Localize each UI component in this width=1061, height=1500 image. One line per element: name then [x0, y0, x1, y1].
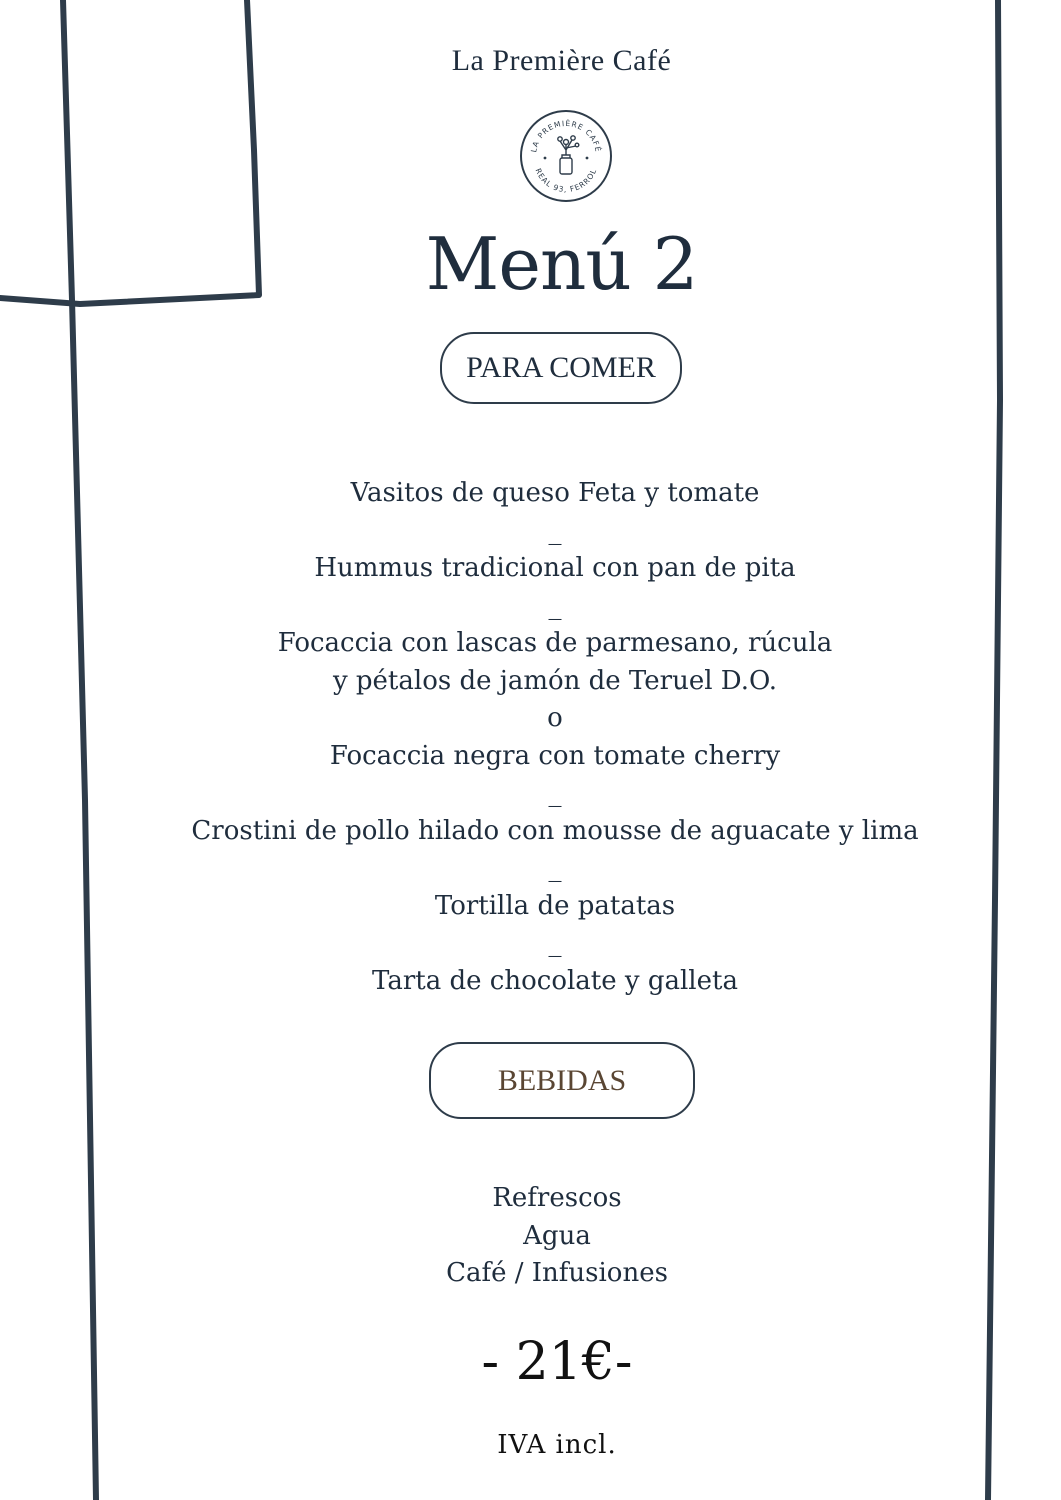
- list-item: Focaccia con lascas de parmesano, rúcula: [277, 628, 833, 658]
- list-item: Agua: [523, 1220, 591, 1251]
- list-item: Vasitos de queso Feta y tomate: [350, 478, 760, 508]
- flower-jar-icon: [558, 136, 579, 174]
- tax-note: IVA incl.: [497, 1430, 617, 1460]
- logo-text-top: LA PREMIÈRE CAFÉ: [529, 118, 603, 154]
- list-separator: _: [548, 853, 562, 883]
- list-item: Focaccia negra con tomate cherry: [329, 740, 781, 771]
- list-separator: _: [548, 590, 562, 621]
- drinks-list: [0, 1180, 1061, 1293]
- menu-price: - 21€-: [481, 1332, 633, 1392]
- list-conjunction: o: [547, 703, 563, 733]
- cafe-logo-seal: [518, 108, 614, 204]
- cafe-name: La Première Café: [451, 44, 672, 77]
- list-separator: _: [548, 928, 562, 958]
- list-item: Crostini de pollo hilado con mousse de aguacate y lima: [191, 815, 919, 846]
- list-item: Tortilla de patatas: [434, 890, 676, 921]
- svg-text:REAL 93, FERROL: [534, 167, 599, 194]
- logo-text-bottom: REAL 93, FERROL: [533, 167, 599, 195]
- list-item: Café / Infusiones: [446, 1258, 668, 1288]
- section-label-drinks: BEBIDAS: [429, 1042, 695, 1119]
- list-item: Refrescos: [492, 1183, 622, 1213]
- section-label-food: PARA COMER: [440, 332, 682, 404]
- list-item: Hummus tradicional con pan de pita: [314, 553, 796, 583]
- list-item: y pétalos de jamón de Teruel D.O.: [332, 665, 778, 696]
- list-separator: _: [548, 778, 562, 808]
- list-item: Tarta de chocolate y galleta: [372, 965, 738, 996]
- menu-title: Menú 2: [425, 222, 698, 306]
- food-items-list: [0, 475, 1061, 1000]
- list-separator: _: [548, 515, 562, 546]
